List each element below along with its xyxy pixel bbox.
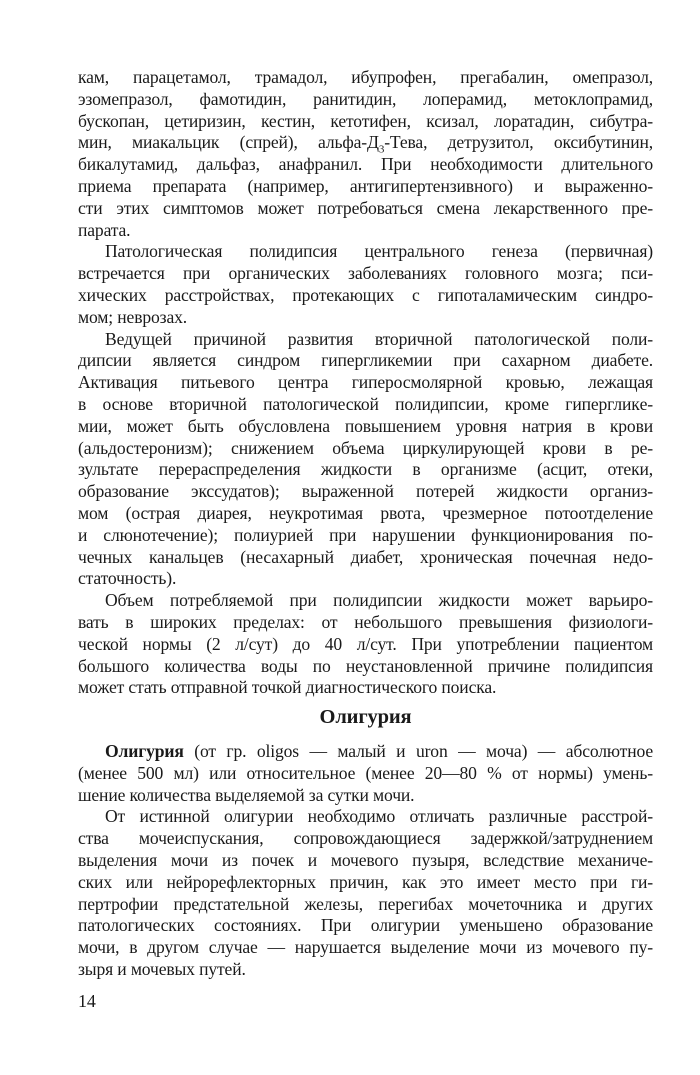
text-fragment: -Тева, детрузитол, оксибутинин, <box>384 132 653 153</box>
text-line: шение количества выделяемой за сутки мочи. <box>78 784 415 805</box>
text-line: патологических состояниях. При олигурии уменьшено образование <box>78 915 653 936</box>
text-line: Патологическая полидипсия центрального генеза (первичная) <box>105 241 653 262</box>
paragraph-fluid-volume <box>78 590 653 699</box>
text-line: чечных канальцев (несахарный диабет, хроническая почечная недо- <box>78 546 653 567</box>
text-line: выделения мочи из почек и мочевого пузыря, вследствие механиче- <box>78 849 653 870</box>
text-line: мом; неврозах. <box>78 306 187 327</box>
text-line: сти этих симптомов может потребоваться смена лекарственного пре- <box>78 197 653 218</box>
text-line: хических расстройствах, протекающих с гипоталамическим синдро- <box>78 284 653 305</box>
paragraph-oliguria-differential <box>78 806 653 980</box>
text-line: Ведущей причиной развития вторичной патологической поли- <box>105 328 653 349</box>
paragraph-central-polydipsia <box>78 241 653 328</box>
text-line: пертрофии предстательной железы, перегибах мочеточника и других <box>78 893 653 914</box>
page-number: 14 <box>78 991 96 1011</box>
text-line: (альдостеронизм); снижением объема циркулирующей крови в ре- <box>78 437 653 458</box>
text-line: и слюнотечение); полиурией при нарушении функционирования по- <box>78 524 653 545</box>
text-line: в основе вторичной патологической полидипсии, кроме гипергликe- <box>78 393 653 414</box>
text-line: статочность). <box>78 568 177 589</box>
text-fragment: (от гр. oligos — малый и uron — моча) — абсолютное <box>183 741 653 761</box>
text-line: От истинной олигурии необходимо отличать различные расстрой- <box>105 806 653 827</box>
section-heading: Олигурия <box>319 706 412 728</box>
text-line: мом (острая диарея, неукротимая рвота, чрезмерное потоотделение <box>78 502 653 523</box>
text-line: бикалутамид, дальфаз, анафранил. При необходимости длительного <box>78 154 653 175</box>
text-line: зыря и мочевых путей. <box>78 958 246 979</box>
text-line: ческой нормы (2 л/сут) до 40 л/сут. При употреблении пациентом <box>78 633 653 654</box>
term-bold: Олигурия <box>105 741 184 761</box>
paragraph-oliguria-definition <box>78 741 653 806</box>
text-line: мии, может быть обусловлена повышением уровня натрия в крови <box>78 415 653 436</box>
text-line: приема препарата (например, антигипертензивного) и выраженно- <box>78 175 653 196</box>
text-line: зультате перераспределения жидкости в организме (асцит, отеки, <box>78 459 653 480</box>
text-line: парата. <box>78 219 131 240</box>
text-line: Объем потребляемой при полидипсии жидкости может варьиро- <box>105 590 653 611</box>
text-line: большого количества воды по неустановленной причине полидипсия <box>78 655 653 676</box>
text-line: кам, парацетамол, трамадол, ибупрофен, прегабалин, омепразол, <box>78 67 653 87</box>
paragraph-drug-list <box>78 67 653 241</box>
text-line: дипсии является синдром гипергликемии при сахарном диабете. <box>78 350 653 371</box>
text-line <box>78 741 653 763</box>
paragraph-secondary-polydipsia <box>78 329 653 591</box>
text-line: ских или нейрорефлекторных причин, как это имеет место при ги- <box>78 871 653 892</box>
text-line: вать в широких пределах: от небольшого превышения физиологи- <box>78 611 653 632</box>
text-line: ства мочеиспускания, сопровождающиеся задержкой/затруднением <box>78 828 653 849</box>
text-line: эзомепразол, фамотидин, ранитидин, лоперамид, метоклопрамид, <box>78 88 653 109</box>
text-line: встречается при органических заболеваниях головного мозга; пси- <box>78 263 653 284</box>
text-line: мочи, в другом случае — нарушается выделение мочи из мочевого пу- <box>78 937 653 958</box>
text-line: (менее 500 мл) или относительное (менее 20—80 % от нормы) умень- <box>78 762 653 783</box>
text-line: Активация питьевого центра гиперосмолярной кровью, лежащая <box>78 372 653 393</box>
text-line: бускопан, цетиризин, кестин, кетотифен, ксизал, лоратадин, сибутра- <box>78 110 653 131</box>
text-line: может стать отправной точкой диагностического поиска. <box>78 677 497 698</box>
text-line <box>78 132 653 154</box>
text-line: образование экссудатов); выраженной потерей жидкости организ- <box>78 481 653 502</box>
text-fragment: мин, миакальцик (спрей), альфа-Д <box>78 132 379 153</box>
subscript: 3 <box>378 143 385 156</box>
